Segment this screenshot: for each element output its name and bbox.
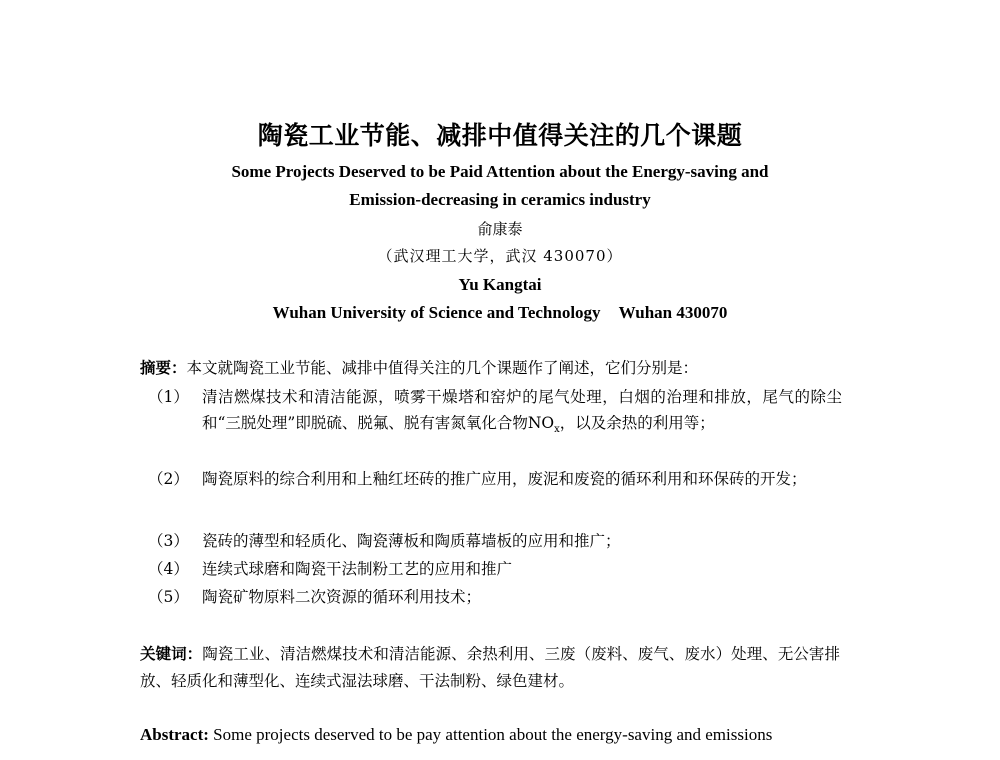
abstract-cn-label: 摘要： xyxy=(140,358,187,377)
abstract-cn-intro: 本文就陶瓷工业节能、减排中值得关注的几个课题作了阐述，它们分别是： xyxy=(186,359,699,377)
abstract-en-label: Abstract: xyxy=(140,725,209,744)
abstract-item-number: （4） xyxy=(148,560,189,578)
affiliation-cn: （武汉理工大学，武汉 430070） xyxy=(377,247,623,265)
abstract-item-number: （3） xyxy=(148,532,189,550)
abstract-item-text: 连续式球磨和陶瓷干法制粉工艺的应用和推广 xyxy=(202,560,513,578)
abstract-item-number: （2） xyxy=(148,470,189,488)
abstract-en xyxy=(140,722,840,748)
keywords-text: 陶瓷工业、清洁燃煤技术和清洁能源、余热利用、三废（废料、废气、废水）处理、无公害排放、轻质化和薄型化、连续式湿法球磨、干法制粉、绿色建材。 xyxy=(140,645,840,690)
author-name-cn: 俞康泰 xyxy=(477,220,523,238)
paper-title-en-line1: Some Projects Deserved to be Paid Attention about the Energy-saving and xyxy=(231,162,769,181)
affiliation-en xyxy=(0,303,1000,323)
abstract-item-text: 清洁燃煤技术和清洁能源，喷雾干燥塔和窑炉的尾气处理，白烟的治理和排放，尾气的除尘和“三脱处理”即脱硫、脱氟、脱有害氮氧化合物$NO_x$，以及余热的利用等； xyxy=(202,388,842,436)
abstract-cn xyxy=(140,356,840,380)
abstract-item-text: 陶瓷矿物原料二次资源的循环利用技术； xyxy=(202,588,482,606)
abstract-item-text: 陶瓷原料的综合利用和上釉红坯砖的推广应用，废泥和废瓷的循环利用和环保砖的开发； xyxy=(202,470,807,488)
affiliation-en-city: Wuhan 430070 xyxy=(618,303,728,322)
abstract-en-text: Some projects deserved to be pay attention about the energy-saving and emissions xyxy=(213,725,773,744)
abstract-item-number: （1） xyxy=(148,388,189,406)
paper-title-en-line2: Emission-decreasing in ceramics industry xyxy=(349,190,651,209)
paper-title-cn: 陶瓷工业节能、减排中值得关注的几个课题 xyxy=(257,121,743,150)
affiliation-en-name: Wuhan University of Science and Technology xyxy=(272,303,601,322)
abstract-item-number: （5） xyxy=(148,588,189,606)
keywords-label: 关键词： xyxy=(140,644,203,663)
keywords xyxy=(140,640,840,695)
abstract-item-text: 瓷砖的薄型和轻质化、陶瓷薄板和陶质幕墙板的应用和推广； xyxy=(202,532,621,550)
author-name-en: Yu Kangtai xyxy=(458,275,542,294)
